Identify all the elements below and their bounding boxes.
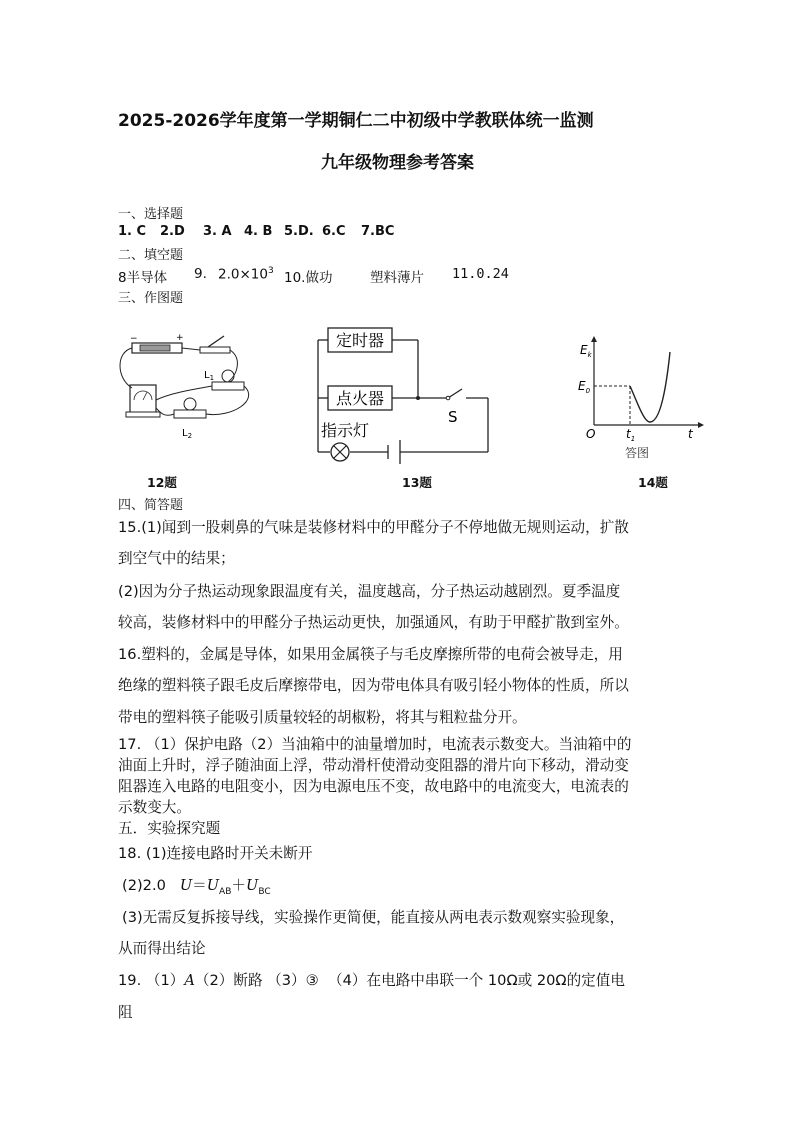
fill-answer-8: 8半导体 [118,270,168,286]
choice-answer: 2.D [160,224,185,239]
q16-line: 16.塑料的，金属是导体，如果用金属筷子与毛皮摩擦所带的电荷会被导走，用 [118,646,623,663]
q15-line: 到空气中的结果； [118,550,235,567]
figure-12-caption: 12题 [147,475,177,490]
section-choice: 一、选择题 [118,207,184,222]
fill-answer-9: $2.0\times 10^3$ [218,266,274,283]
graph-sub-caption: 答图 [625,446,650,460]
section-drawing: 三、作图题 [118,291,184,306]
figure-14-caption: 14题 [638,475,668,490]
choice-answer: 5.D. [284,224,314,239]
q17-line: 油面上升时，浮子随油面上浮，带动滑杆使滑动变阻器的滑片向下移动，滑动变 [118,757,629,774]
graph-ek-label: $E_k$ [580,343,592,359]
figure-13-circuit [300,320,500,470]
graph-t1-label: $t_1$ [626,427,636,443]
q17-line: 示数变大。 [118,799,191,816]
switch-label: S [448,408,458,426]
lamp-l1-label: $L_1$ [204,370,215,382]
figure-13-caption: 13题 [402,475,432,490]
section-experiment: 五．实验探究题 [118,820,221,837]
q16-line: 带电的塑料筷子能吸引质量较轻的胡椒粉，将其与粗粒盐分开。 [118,709,527,726]
fill-answer-11: 11.0.24 [452,266,509,282]
choice-answer: 6.C [322,224,346,239]
fill-answer-9-label: 9. [194,266,207,282]
indicator-label: 指示灯 [321,421,370,440]
q15-line: 较高，装修材料中的甲醛分子热运动更快，加强通风，有助于甲醛扩散到室外。 [118,614,629,631]
q15-line: (2)因为分子热运动现象跟温度有关，温度越高，分子热运动越剧烈。夏季温度 [118,583,621,600]
choice-answer: 3. A [203,224,232,239]
fill-answer-10: 10.做功 [284,270,333,286]
choice-answer: 4. B [244,224,273,239]
q17-line: 17. （1）保护电路（2）当油箱中的油量增加时，电流表示数变大。当油箱中的 [118,736,632,753]
graph-origin-label: O [586,427,596,441]
q18-line: (3)无需反复拆接导线，实验操作更简便，能直接从两电表示数观察实验现象， [122,909,625,926]
q18-line-2: (2)2.0 $U=U_{AB}+U_{BC}$ [122,877,271,897]
choice-answer: 7.BC [361,224,395,239]
battery-minus-label: − [130,334,138,344]
figure-14-graph [570,330,710,465]
battery-plus-label: + [176,333,184,343]
graph-e0-label: $E_0$ [578,379,591,395]
q18-line: 从而得出结论 [118,940,206,957]
page-title: 2025-2026学年度第一学期铜仁二中初级中学教联体统一监测 [118,111,594,131]
q17-line: 阻器连入电路的电阻变小，因为电源电压不变，故电路中的电流变大，电流表的 [118,778,629,795]
section-fill: 二、填空题 [118,248,184,263]
timer-label: 定时器 [335,331,385,350]
q18-line: 18. (1)连接电路时开关未断开 [118,845,313,862]
graph-t-label: t [688,427,693,441]
fill-answer-10b: 塑料薄片 [370,270,424,286]
igniter-label: 点火器 [335,389,385,408]
lamp-l2-label: $L_2$ [182,428,193,440]
q19-line-2: 阻 [118,1004,133,1021]
q16-line: 绝缘的塑料筷子跟毛皮后摩擦带电，因为带电体具有吸引轻小物体的性质，所以 [118,677,629,694]
choice-answer: 1. C [118,224,147,239]
q15-line: 15.(1)闻到一股刺鼻的气味是装修材料中的甲醛分子不停地做无规则运动，扩散 [118,519,629,536]
q19-line-1: 19. （1）A（2）断路 （3）③ （4）在电路中串联一个 10Ω或 20Ω的定值电 [118,972,625,989]
section-short: 四、简答题 [118,498,184,513]
page-subtitle: 九年级物理参考答案 [321,153,474,173]
figure-12-circuit [112,330,262,445]
